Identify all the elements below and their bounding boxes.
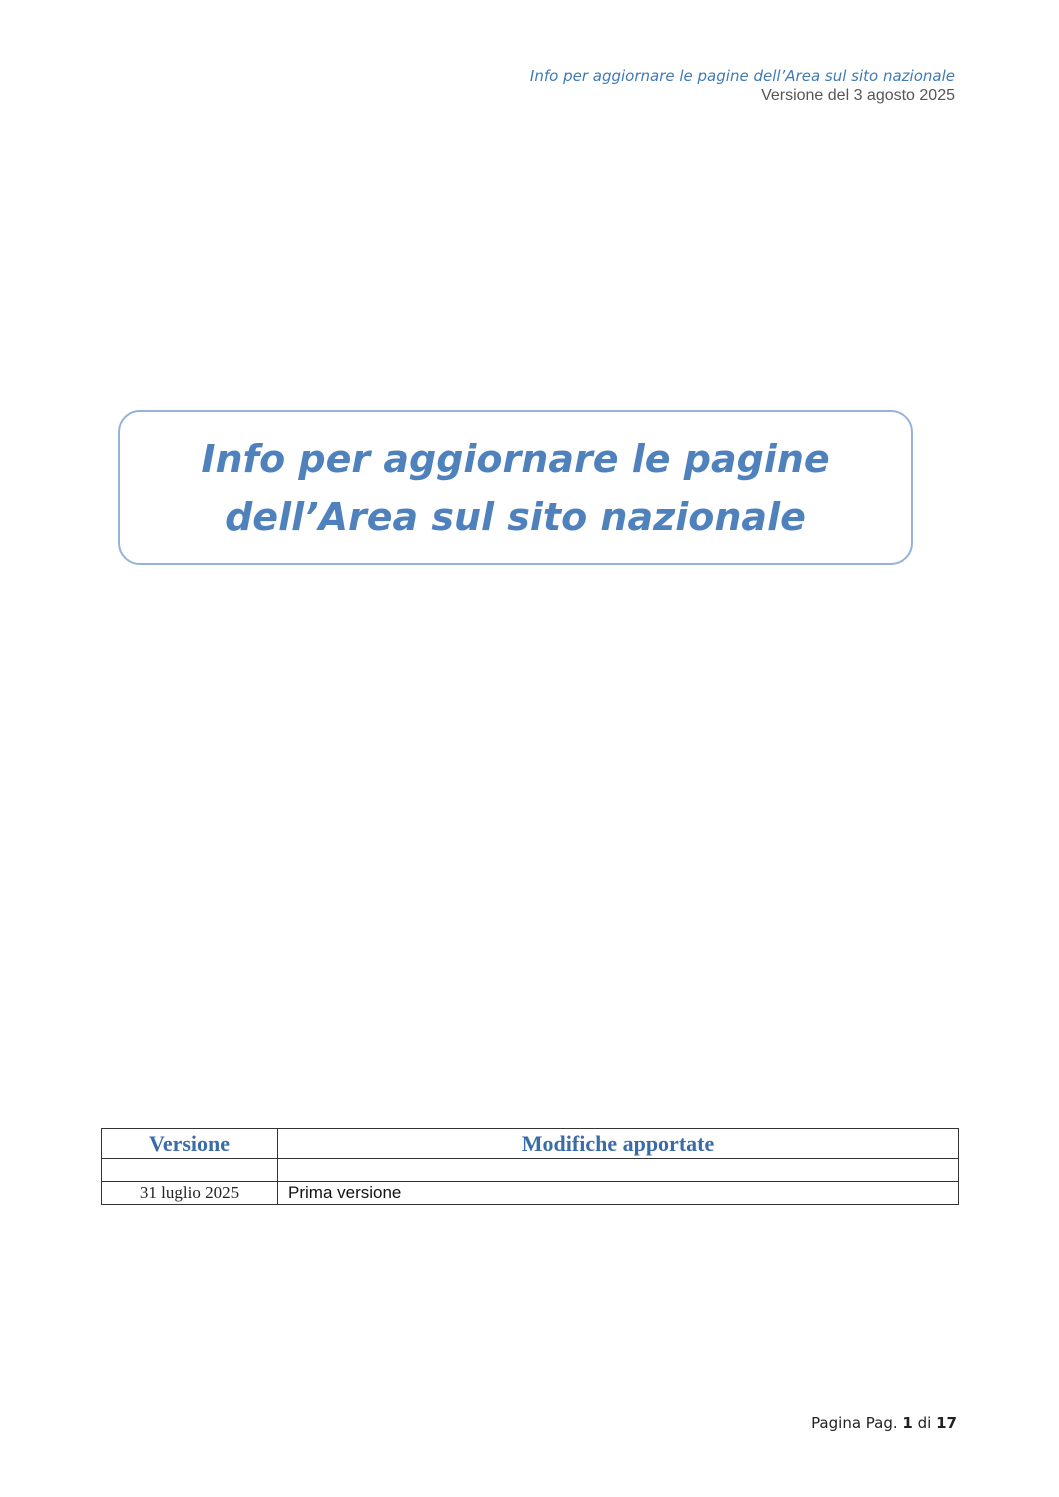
footer-total-pages: 17 bbox=[936, 1414, 957, 1432]
table-header-row bbox=[102, 1129, 959, 1159]
title-box bbox=[118, 410, 913, 565]
table-row bbox=[102, 1159, 959, 1182]
main-title-line-2: dell’Area sul sito nazionale bbox=[225, 494, 806, 539]
header-title: Info per aggiornare le pagine dell’Area sul sito nazionale bbox=[529, 67, 955, 85]
footer-prefix: Pagina Pag. bbox=[811, 1414, 898, 1432]
cell-changes bbox=[278, 1159, 959, 1182]
footer-current-page: 1 bbox=[902, 1414, 913, 1432]
cell-changes: Prima versione bbox=[278, 1182, 959, 1205]
main-title-line-1: Info per aggiornare le pagine bbox=[201, 436, 830, 481]
version-table bbox=[101, 1128, 959, 1205]
page-header bbox=[530, 66, 955, 106]
page-footer bbox=[811, 1414, 957, 1432]
footer-separator: di bbox=[917, 1414, 932, 1432]
cell-version: 31 luglio 2025 bbox=[102, 1182, 278, 1205]
header-version: Versione del 3 agosto 2025 bbox=[761, 87, 955, 104]
column-header-changes: Modifiche apportate bbox=[278, 1129, 959, 1159]
table-row bbox=[102, 1182, 959, 1205]
main-title bbox=[120, 430, 911, 546]
cell-version bbox=[102, 1159, 278, 1182]
column-header-version: Versione bbox=[102, 1129, 278, 1159]
